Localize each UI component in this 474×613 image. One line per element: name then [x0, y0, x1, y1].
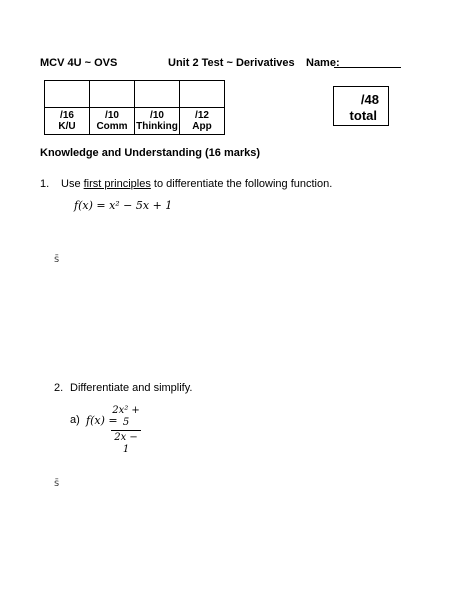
marks-score: /12 [195, 110, 209, 121]
marks-category: K/U [58, 121, 76, 132]
total-score: /48 [360, 92, 379, 107]
marks-score: /10 [105, 110, 119, 121]
question-1-function: f(x) = x² − 5x + 1 [74, 199, 173, 212]
fraction-denominator: 2x − 1 [114, 432, 138, 455]
marks-col-comm [90, 108, 135, 135]
score-cell-ku [45, 81, 90, 108]
answer-space-marker: s̄ [54, 254, 60, 265]
total-score-box [333, 86, 389, 126]
marks-col-ku [45, 108, 90, 135]
marks-score: /10 [150, 110, 164, 121]
marks-score: /16 [60, 110, 74, 121]
question-1-number: 1. [40, 178, 50, 190]
question-1-text [61, 178, 332, 190]
answer-space-marker: s̄ [54, 478, 60, 489]
marks-table [44, 80, 225, 135]
marks-col-thinking [135, 108, 180, 135]
test-title: Unit 2 Test ~ Derivatives [168, 57, 295, 69]
score-cell-app [180, 81, 225, 108]
question-2a-lhs: f(x) = [86, 414, 118, 427]
question-2-number: 2. [54, 382, 64, 394]
marks-category: Comm [96, 121, 128, 132]
marks-category: Thinking [136, 121, 178, 132]
name-label: Name: [306, 57, 340, 69]
marks-col-app [180, 108, 225, 135]
fraction-bar [111, 430, 141, 431]
question-2a-label: a) [70, 414, 80, 426]
question-1-text-end: to differentiate the following function. [150, 178, 333, 190]
course-code: MCV 4U ~ OVS [40, 57, 118, 69]
score-cell-comm [90, 81, 135, 108]
total-label: total [349, 108, 377, 123]
marks-category: App [192, 121, 212, 132]
first-principles-underlined: first principles [83, 178, 151, 190]
score-cell-thinking [135, 81, 180, 108]
section-title: Knowledge and Understanding (16 marks) [40, 147, 261, 159]
fraction-numerator: 2x² + 5 [112, 405, 140, 428]
marks-blank-row [45, 81, 225, 108]
question-2a-fraction [111, 405, 141, 456]
name-blank-line[interactable] [334, 67, 401, 68]
question-2-text: Differentiate and simplify. [70, 382, 193, 394]
question-1-text-start: Use [61, 178, 84, 190]
marks-label-row [45, 108, 225, 135]
